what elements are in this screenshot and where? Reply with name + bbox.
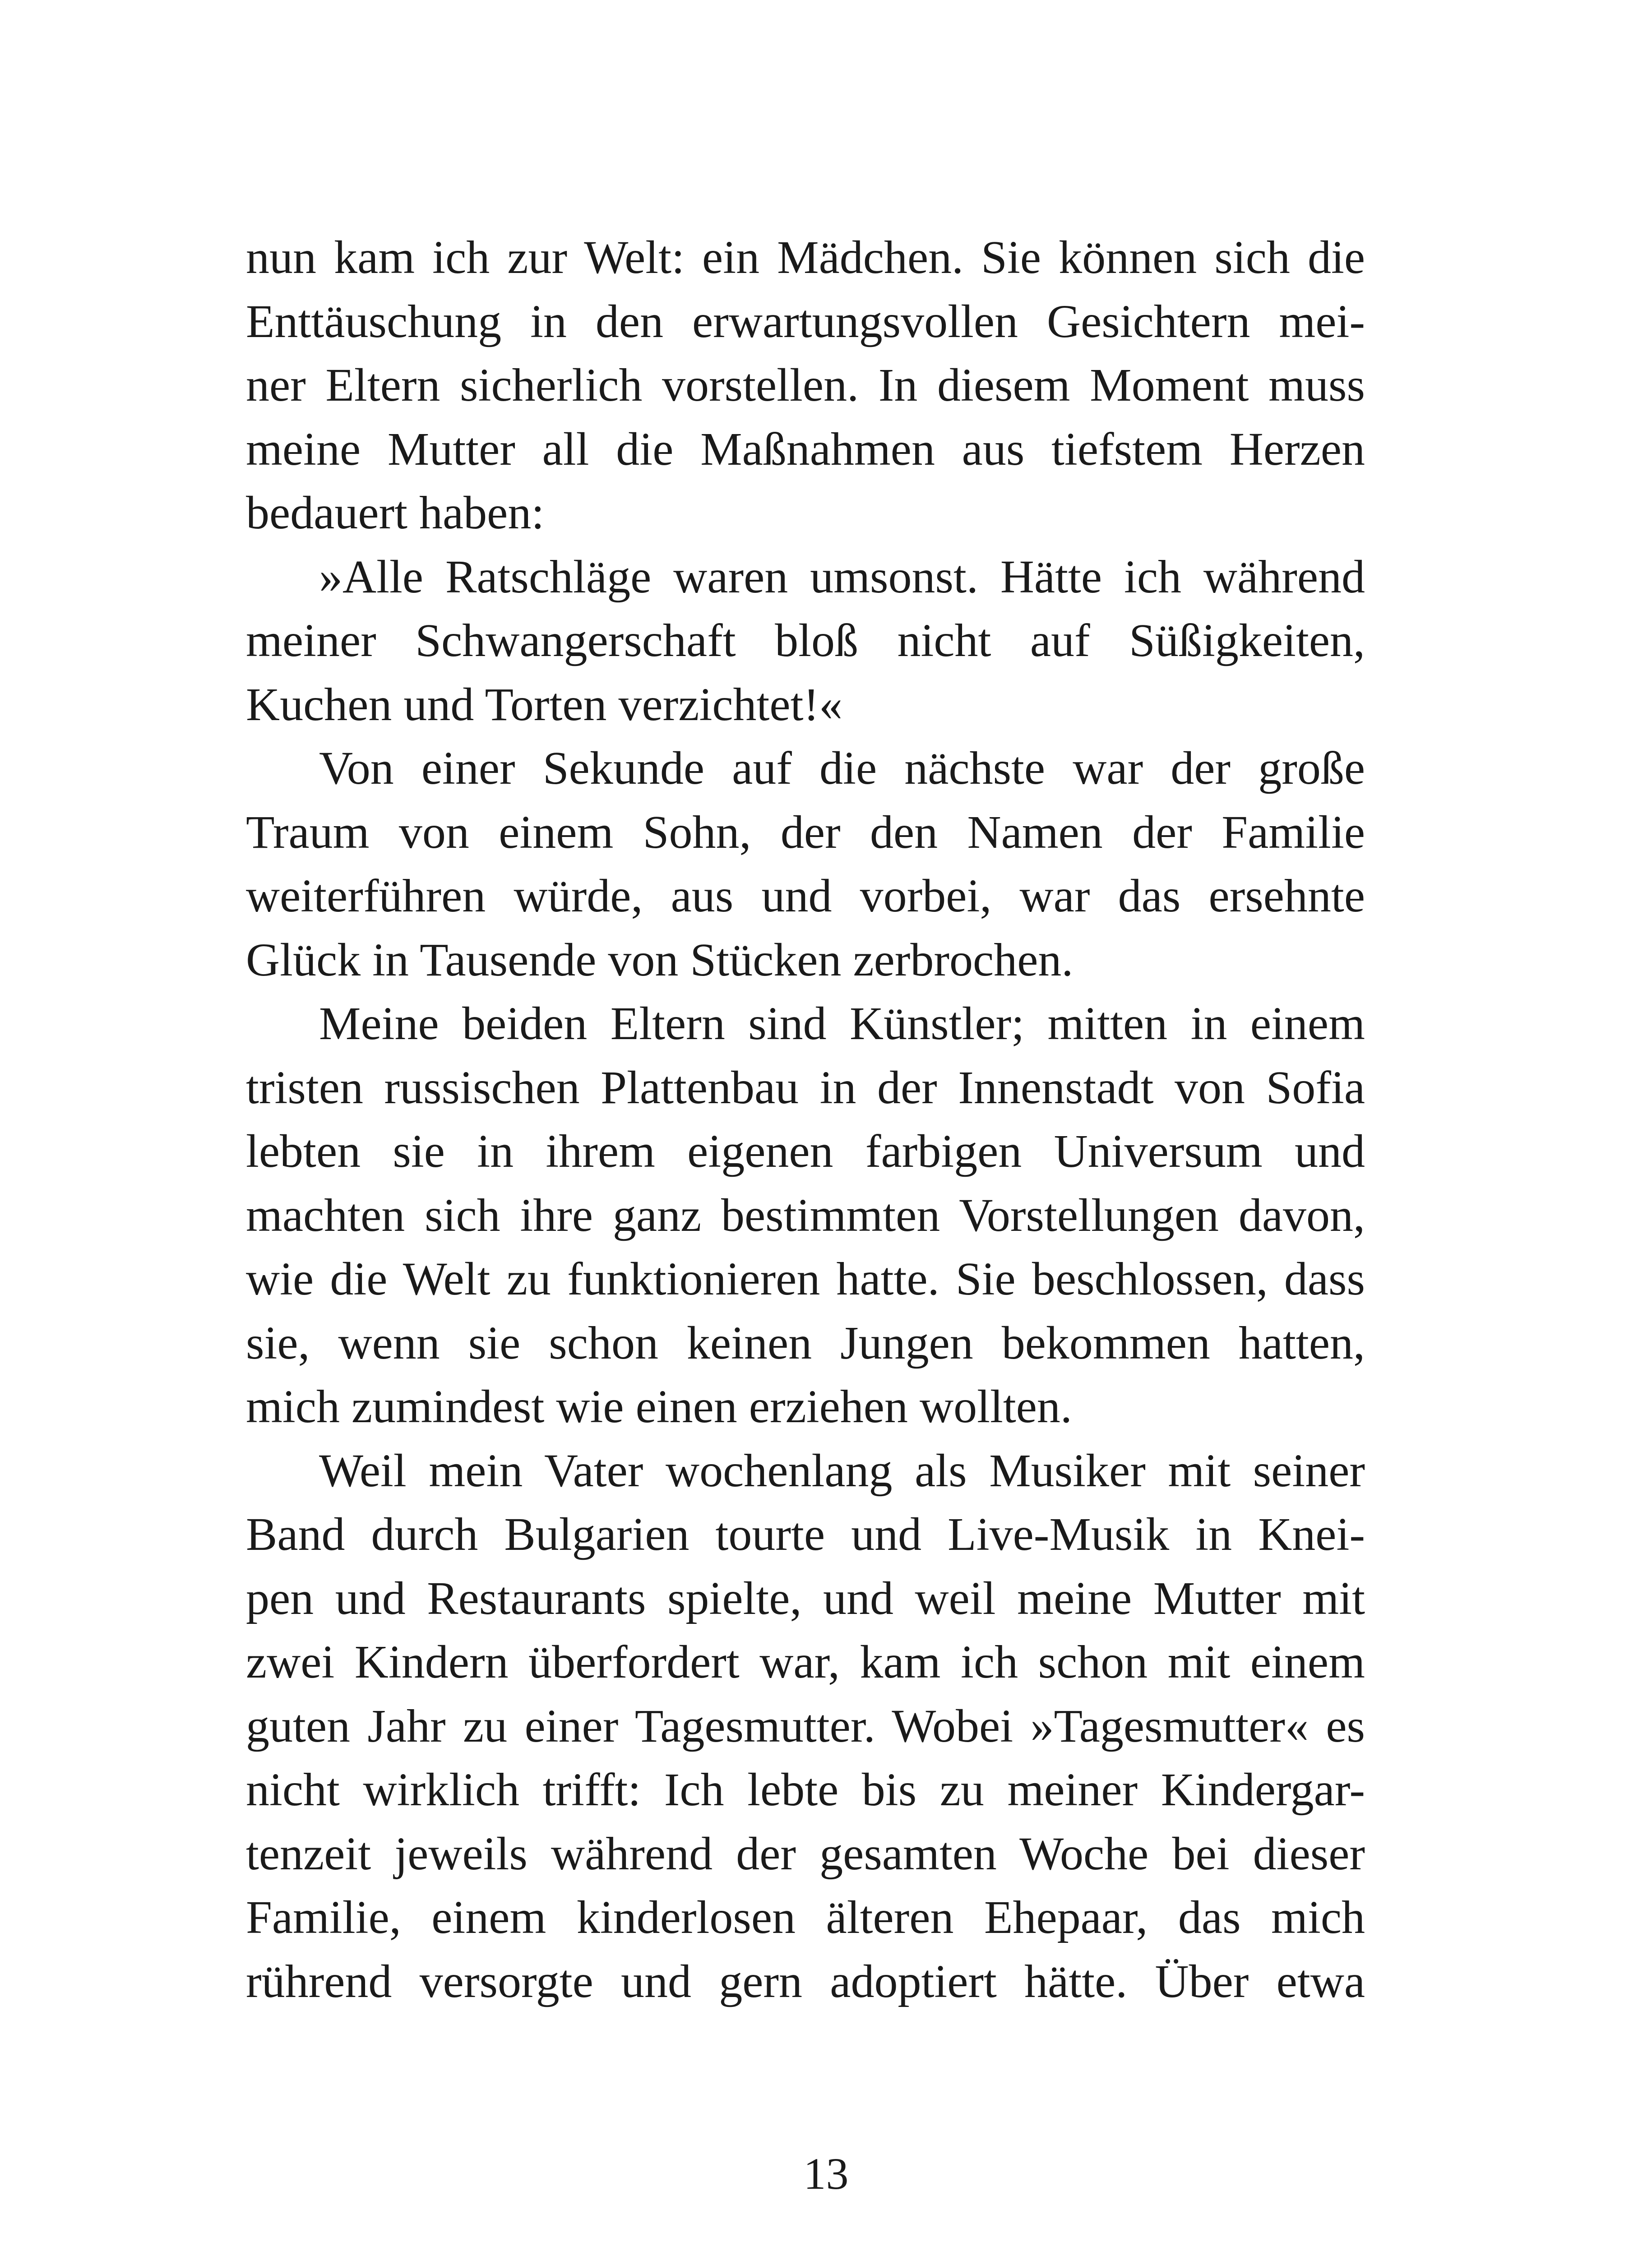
text-line: Weil mein Vater wochenlang als Musiker mit seiner bbox=[319, 1444, 1365, 1497]
text-line: Familie, einem kinderlosen älteren Ehepaar, das mich bbox=[246, 1891, 1365, 1943]
text-line: lebten sie in ihrem eigenen farbigen Universum und bbox=[246, 1125, 1365, 1177]
text-line: ner Eltern sicherlich vorstellen. In diesem Moment muss bbox=[246, 359, 1365, 411]
text-line: wie die Welt zu funktionieren hatte. Sie beschlossen, dass bbox=[246, 1253, 1365, 1305]
text-line: rührend versorgte und gern adoptiert hätte. Über etwa bbox=[246, 1955, 1365, 2007]
body-text bbox=[246, 226, 1365, 2013]
text-line: guten Jahr zu einer Tagesmutter. Wobei »Tagesmutter« es bbox=[246, 1700, 1365, 1752]
text-line: Kuchen und Torten verzichtet!« bbox=[246, 678, 843, 730]
page-number: 13 bbox=[803, 2149, 849, 2199]
text-line: meiner Schwangerschaft bloß nicht auf Süßigkeiten, bbox=[246, 615, 1365, 666]
text-line: tristen russischen Plattenbau in der Innenstadt von Sofia bbox=[246, 1061, 1365, 1114]
text-line: zwei Kindern überfordert war, kam ich schon mit einem bbox=[246, 1636, 1365, 1688]
text-line: nun kam ich zur Welt: ein Mädchen. Sie können sich die bbox=[246, 231, 1365, 283]
text-line: Meine beiden Eltern sind Künstler; mitten in einem bbox=[319, 998, 1365, 1049]
text-line: Traum von einem Sohn, der den Namen der Familie bbox=[246, 806, 1365, 858]
text-line: bedauert haben: bbox=[246, 487, 545, 539]
text-line: meine Mutter all die Maßnahmen aus tiefstem Herzen bbox=[246, 423, 1365, 475]
text-line: Glück in Tausende von Stücken zerbrochen. bbox=[246, 934, 1074, 986]
text-line: Band durch Bulgarien tourte und Live-Musik in Knei- bbox=[246, 1508, 1365, 1560]
text-line: pen und Restaurants spielte, und weil meine Mutter mit bbox=[246, 1572, 1365, 1624]
text-line: sie, wenn sie schon keinen Jungen bekommen hatten, bbox=[246, 1317, 1365, 1369]
text-line: Von einer Sekunde auf die nächste war der große bbox=[319, 742, 1365, 794]
text-line: mich zumindest wie einen erziehen wollten. bbox=[246, 1381, 1072, 1433]
text-line: machten sich ihre ganz bestimmten Vorstellungen davon, bbox=[246, 1189, 1365, 1241]
text-line: Enttäuschung in den erwartungsvollen Gesichtern mei- bbox=[246, 295, 1365, 347]
text-line: nicht wirklich trifft: Ich lebte bis zu meiner Kindergar- bbox=[246, 1764, 1365, 1816]
text-line: weiterführen würde, aus und vorbei, war das ersehnte bbox=[246, 870, 1365, 922]
text-line: »Alle Ratschläge waren umsonst. Hätte ich während bbox=[319, 550, 1365, 603]
text-line: tenzeit jeweils während der gesamten Woche bei dieser bbox=[246, 1827, 1365, 1880]
